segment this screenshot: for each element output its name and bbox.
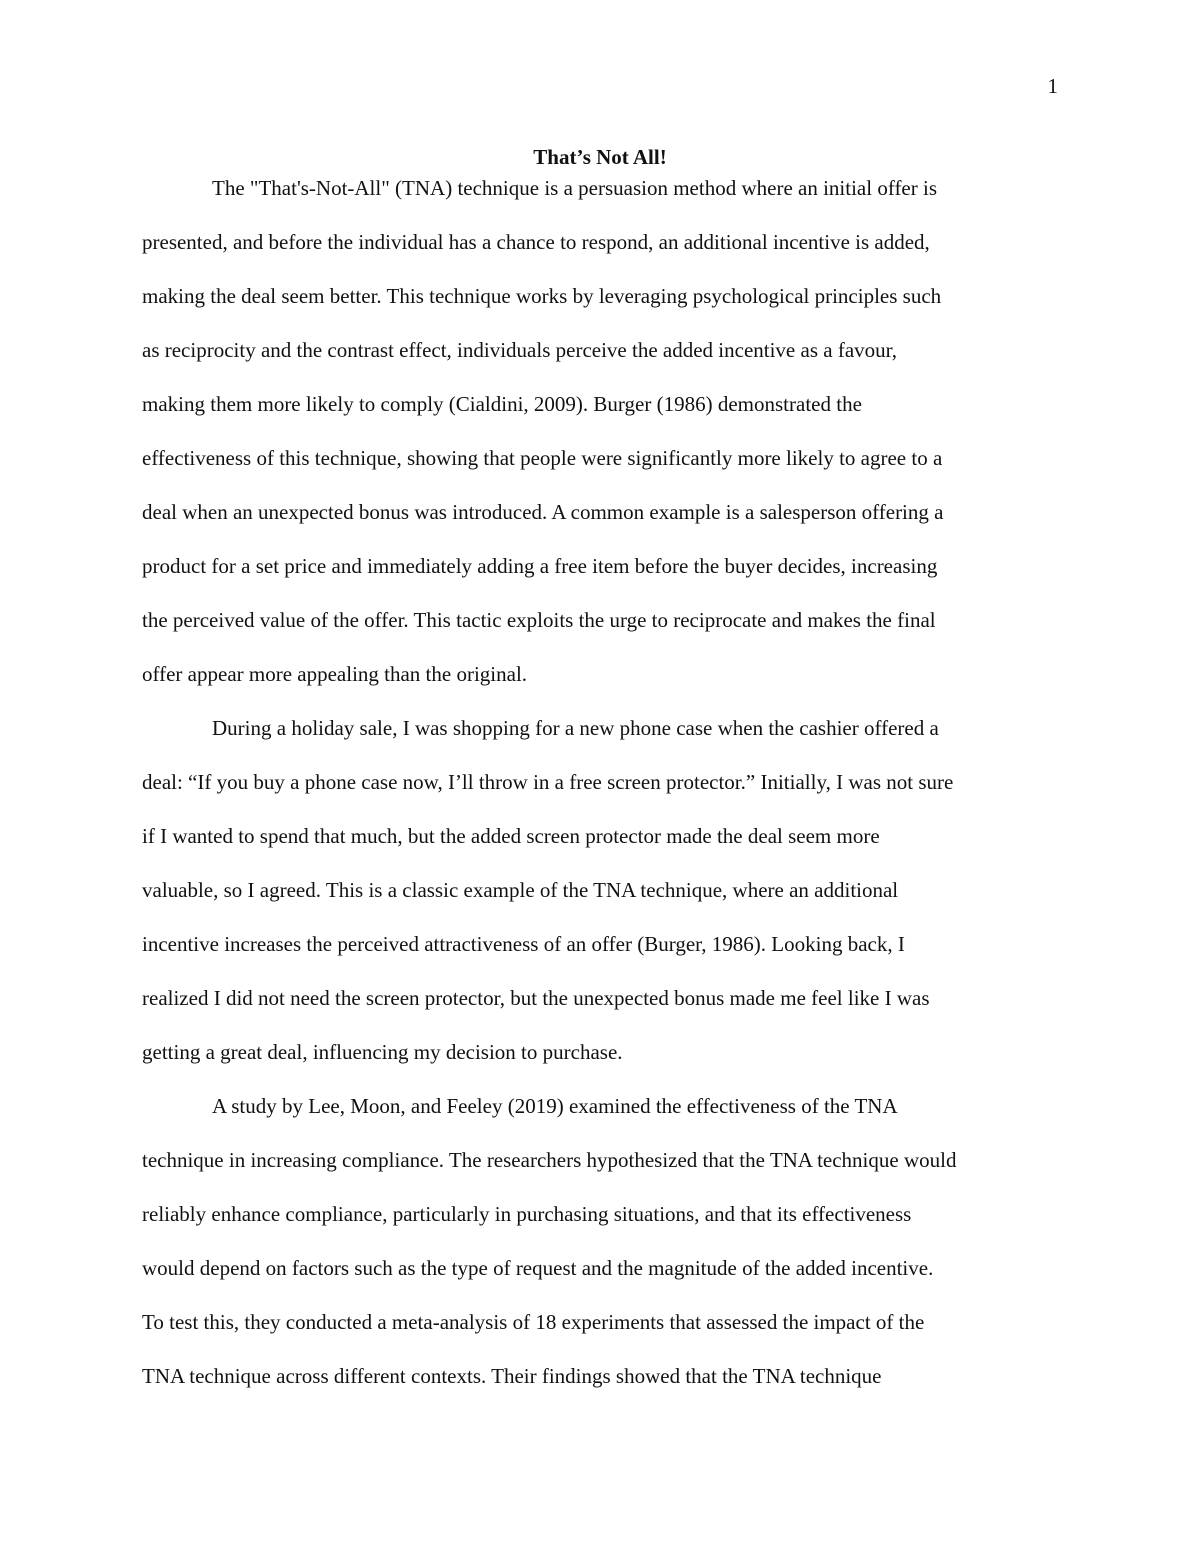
- body-text-line: the perceived value of the offer. This tactic exploits the urge to reciprocate and makes the final: [142, 608, 936, 632]
- body-text-line: getting a great deal, influencing my decision to purchase.: [142, 1040, 623, 1064]
- body-text-line: presented, and before the individual has a chance to respond, an additional incentive is added,: [142, 230, 930, 254]
- body-text-line: TNA technique across different contexts. Their findings showed that the TNA technique: [142, 1364, 882, 1388]
- body-text-line: would depend on factors such as the type of request and the magnitude of the added incentive.: [142, 1256, 934, 1280]
- body-text-line: if I wanted to spend that much, but the added screen protector made the deal seem more: [142, 824, 880, 848]
- body-text-line: incentive increases the perceived attractiveness of an offer (Burger, 1986). Looking back, I: [142, 932, 905, 956]
- body-text-line: The "That's-Not-All" (TNA) technique is a persuasion method where an initial offer is: [212, 176, 938, 200]
- body-text-line: reliably enhance compliance, particularly in purchasing situations, and that its effectiveness: [142, 1202, 912, 1226]
- body-text-line: technique in increasing compliance. The researchers hypothesized that the TNA technique would: [142, 1148, 957, 1172]
- body-text-line: deal when an unexpected bonus was introduced. A common example is a salesperson offering a: [142, 500, 944, 524]
- body-text-line: offer appear more appealing than the original.: [142, 662, 528, 686]
- body-text-line: product for a set price and immediately adding a free item before the buyer decides, increasing: [142, 554, 938, 578]
- page-number: 1: [1047, 74, 1058, 98]
- page-title: That’s Not All!: [533, 145, 667, 169]
- body-text-line: During a holiday sale, I was shopping for a new phone case when the cashier offered a: [212, 716, 939, 740]
- body-text-line: A study by Lee, Moon, and Feeley (2019) examined the effectiveness of the TNA: [212, 1094, 898, 1118]
- body-text-line: realized I did not need the screen protector, but the unexpected bonus made me feel like I was: [142, 986, 930, 1010]
- body-text-line: valuable, so I agreed. This is a classic example of the TNA technique, where an additional: [142, 878, 899, 902]
- body-text-line: making the deal seem better. This technique works by leveraging psychological principles such: [142, 284, 942, 308]
- body-text-line: deal: “If you buy a phone case now, I’ll throw in a free screen protector.” Initially, I was not sure: [142, 770, 954, 794]
- body-text-line: To test this, they conducted a meta-analysis of 18 experiments that assessed the impact of the: [142, 1310, 925, 1334]
- body-text-line: making them more likely to comply (Cialdini, 2009). Burger (1986) demonstrated the: [142, 392, 862, 416]
- body-text-line: as reciprocity and the contrast effect, individuals perceive the added incentive as a favour,: [142, 338, 898, 362]
- body-text-line: effectiveness of this technique, showing that people were significantly more likely to agree to a: [142, 446, 943, 470]
